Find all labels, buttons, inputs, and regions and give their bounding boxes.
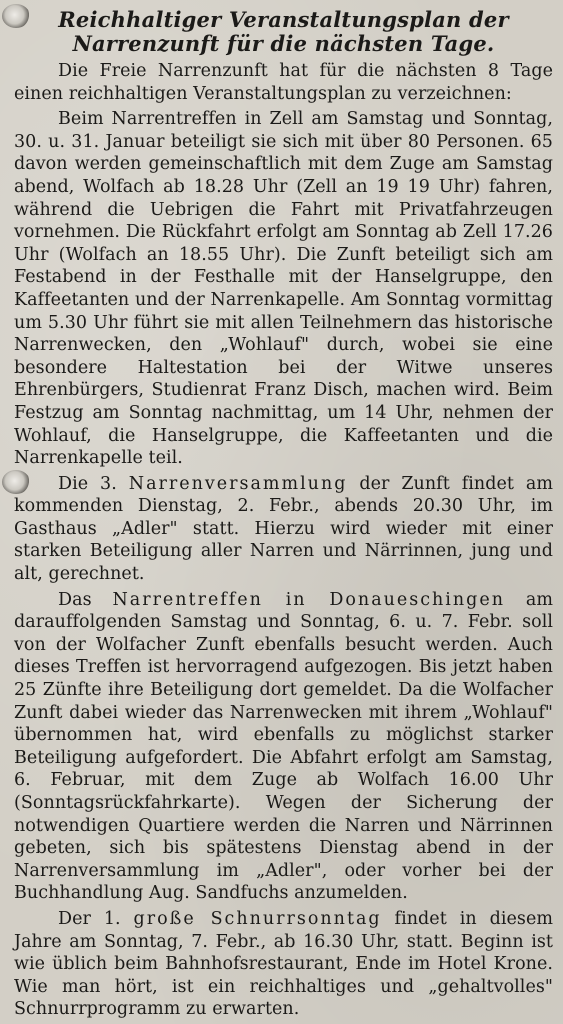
article-body <box>14 60 553 1021</box>
paragraph-text: findet in diesem Jahre am Sonntag, 7. Febr., ab 16.30 Uhr, statt. Beginn ist wie üblich beim Bahnhofsrestaurant, Ende im Hotel Krone. Wie man hört, ist ein reichhaltiges und „gehaltvolles" Schnurrprogramm zu erwarten. <box>14 908 553 1020</box>
spaced-keyword: große Schnurrsonntag <box>133 908 382 929</box>
paragraph-narrenversammlung <box>14 473 553 586</box>
paragraph-zell-meeting: Beim Narrentreffen in Zell am Samstag und Sonntag, 30. u. 31. Januar beteiligt sie sich mit über 80 Personen. 65 davon werden gemeinschaftlich mit dem Zuge am Samstag abend, Wolfach ab 18.28 Uhr (Zell an 19 19 Uhr) fahren, während die Uebrigen die Fahrt mit Privatfahrzeugen vornehmen. Die Rückfahrt erfolgt am Sonntag ab Zell 17.26 Uhr (Wolfach an 18.55 Uhr). Die Zunft beteiligt sich am Festabend in der Festhalle mit der Hanselgruppe, den Kaffeetanten und der Narrenkapelle. Am Sonntag vormittag um 5.30 Uhr führt sie mit allen Teilnehmern das historische Narrenwecken, den „Wohlauf" durch, wobei sie eine besondere Haltestation bei der Witwe unseres Ehrenbürgers, Studienrat Franz Disch, machen wird. Beim Festzug am Sonntag nachmittag, um 14 Uhr, nehmen der Wohlauf, die Hanselgruppe, die Kaffeetanten und die Narrenkapelle teil. <box>14 109 553 469</box>
punch-hole <box>2 4 30 28</box>
paragraph-text: am darauffolgenden Samstag und Sonntag, 6. u. 7. Febr. soll von der Wolfacher Zunft ebenfalls besucht werden. Auch dieses Treffen ist hervorragend aufgezogen. Bis jetzt haben 25 Zünfte ihre Beteiligung dort gemeldet. Da die Wolfacher Zunft dabei wieder das Narrenwecken mit ihrem „Wohlauf" übernommen hat, wird ebenfalls zu möglichst starker Beteiligung aufgefordert. Die Abfahrt erfolgt am Samstag, 6. Februar, mit dem Zuge ab Wolfach 16.00 Uhr (Sonntagsrückfahrkarte). Wegen der Sicherung der notwendigen Quartiere werden die Narren und Närrinnen gebeten, sich bis spätestens Dienstag abend in der Narrenversammlung im „Adler", oder vorher bei der Buchhandlung Aug. Sandfuchs anzumelden. <box>14 589 553 904</box>
paragraph-lead: Die 3. <box>58 473 129 494</box>
spaced-keyword: Narrenversammlung <box>128 473 348 494</box>
headline: Reichhaltiger Veranstaltungsplan der Narrenzunft für die nächsten Tage. <box>58 7 509 56</box>
spaced-keyword: Narrentreffen in Donaueschingen <box>112 589 506 610</box>
punch-hole <box>2 470 30 494</box>
paragraph-schnurrsonntag <box>14 908 553 1021</box>
paragraph-intro: Die Freie Narrenzunft hat für die nächsten 8 Tage einen reichhaltigen Veranstaltungsplan zu verzeichnen: <box>14 61 553 104</box>
paragraph-donaueschingen <box>14 589 553 905</box>
paragraph-text: der Zunft findet am kommenden Dienstag, 2. Febr., abends 20.30 Uhr, im Gasthaus „Adler" statt. Hierzu wird wieder mit einer starken Beteiligung aller Narren und Närrinnen, jung und alt, gerechnet. <box>14 473 553 585</box>
paragraph-lead: Das <box>58 589 113 610</box>
paragraph-lead: Der 1. <box>58 908 134 929</box>
